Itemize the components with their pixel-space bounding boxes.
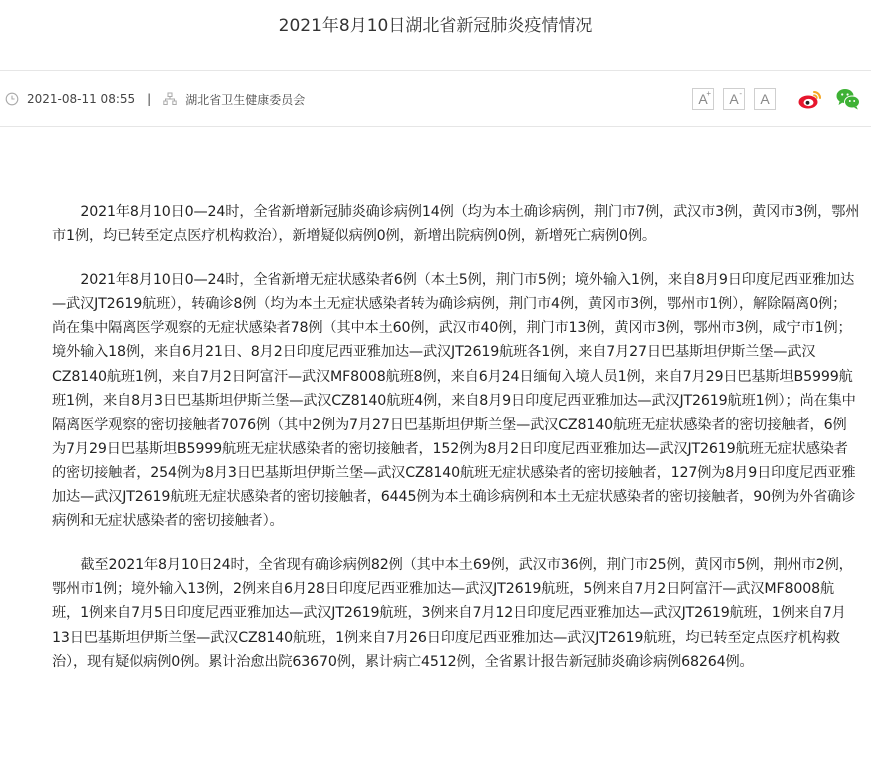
article-paragraph: 2021年8月10日0—24时，全省新增无症状感染者6例（本土5例，荆门市5例；境外输入1例，来自8月9日印度尼西亚雅加达—武汉JT2619航班），转确诊8例（均为本土无症状感染者转为确诊病例，荆门市4例，黄冈市3例，鄂州市1例），解除隔离0例；尚在集中隔离医学观察的无症状感染者78例（其中本土60例，武汉市40例，荆门市13例，黄冈市3例，鄂州市3例，咸宁市1例；境外输入18例，来自6月21日、8月2日印度尼西亚雅加达—武汉JT2619航班各1例，来自7月27日巴基斯坦伊斯兰堡—武汉CZ8140航班1例，来自7月2日阿富汗—武汉MF8008航班8例，来自6月24日缅甸入境人员1例，来自7月29日巴基斯坦B5999航班1例，来自8月3日巴基斯坦伊斯兰堡—武汉CZ8140航班4例，来自8月9日印度尼西亚雅加达—武汉JT2619航班1例）；尚在集中隔离医学观察的密切接触者7076例（其中2例为7月27日巴基斯坦伊斯兰堡—武汉CZ8140航班无症状感染者的密切接触者，6例为7月29日巴基斯坦B5999航班无症状感染者的密切接触者，152例为8月2日印度尼西亚雅加达—武汉JT2619航班无症状感染者的密切接触者，254例为8月3日巴基斯坦伊斯兰堡—武汉CZ8140航班无症状感染者的密切接触者，127例为8月9日印度尼西亚雅加达—武汉JT2619航班无症状感染者的密切接触者，6445例为本土确诊病例和本土无症状感染者的密切接触者，90例为外省确诊病例和无症状感染者的密切接触者）。 xyxy=(52,272,856,530)
article-paragraph: 2021年8月10日0—24时，全省新增新冠肺炎确诊病例14例（均为本土确诊病例，荆门市7例，武汉市3例，黄冈市3例，鄂州市1例，均已转至定点医疗机构救治），新增疑似病例0例，新增出院病例0例，新增死亡病例0例。 xyxy=(52,204,860,245)
clock-icon xyxy=(5,92,19,106)
article-body xyxy=(52,200,860,694)
font-increase-label: A xyxy=(698,91,708,107)
article-title: 2021年8月10日湖北省新冠肺炎疫情情况 xyxy=(278,16,593,36)
weibo-icon[interactable] xyxy=(797,86,823,112)
font-size-decrease-button[interactable] xyxy=(723,88,745,110)
font-size-reset-button[interactable] xyxy=(754,88,776,110)
font-reset-label: A xyxy=(760,91,770,107)
wechat-icon[interactable] xyxy=(835,86,861,112)
plus-mark: + xyxy=(706,89,711,98)
article-meta-info xyxy=(5,90,305,108)
font-size-increase-button[interactable] xyxy=(692,88,714,110)
article-tools xyxy=(692,86,861,112)
source-organization: 湖北省卫生健康委员会 xyxy=(185,92,306,107)
publish-date: 2021-08-11 08:55 xyxy=(27,92,136,106)
font-decrease-label: A xyxy=(729,91,739,107)
article-paragraph: 截至2021年8月10日24时，全省现有确诊病例82例（其中本土69例，武汉市36例，荆门市25例，黄冈市5例，荆州市2例，鄂州市1例；境外输入13例，2例来自6月28日印度尼西亚雅加达—武汉JT2619航班，5例来自7月2日阿富汗—武汉MF8008航班，1例来自7月5日印度尼西亚雅加达—武汉JT2619航班，3例来自7月12日印度尼西亚雅加达—武汉JT2619航班，1例来自7月13日巴基斯坦伊斯兰堡—武汉CZ8140航班，1例来自7月26日印度尼西亚雅加达—武汉JT2619航班，均已转至定点医疗机构救治），现有疑似病例0例。累计治愈出院63670例，累计病亡4512例，全省累计报告新冠肺炎确诊病例68264例。 xyxy=(52,557,853,670)
minus-mark: - xyxy=(739,89,742,98)
meta-separator: | xyxy=(147,92,152,106)
article-meta-bar xyxy=(0,70,871,127)
organization-icon xyxy=(163,92,177,106)
